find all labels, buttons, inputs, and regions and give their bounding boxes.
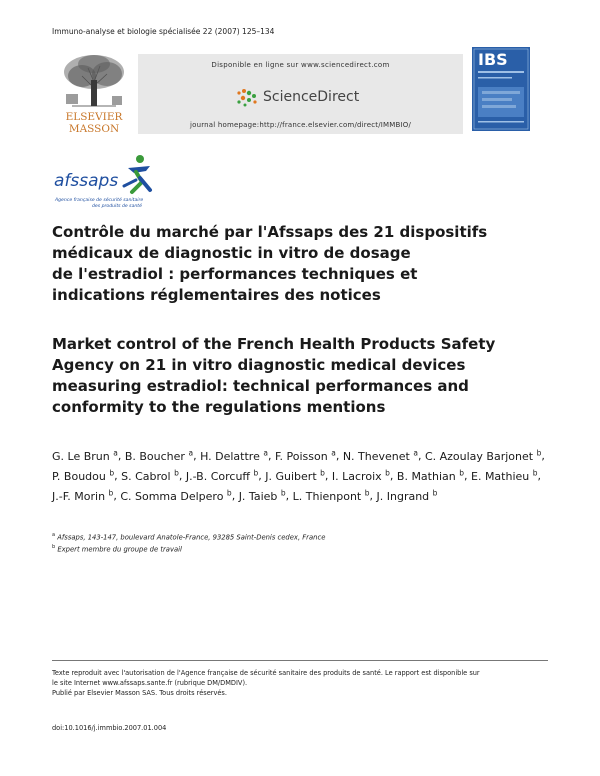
author: E. Mathieu $^b$	[471, 468, 538, 483]
author: G. Le Brun $^a$	[52, 448, 118, 463]
author: C. Somma Delpero $^b$	[120, 488, 232, 503]
title-fr-line: médicaux de diagnostic in vitro de dosage	[52, 244, 411, 262]
title-french	[52, 222, 552, 306]
author: L. Thienpont $^b$	[292, 488, 370, 503]
author: B. Boucher $^a$	[124, 448, 194, 463]
journal-homepage[interactable]: journal homepage:http://france.elsevier.com/direct/IMMBIO/	[189, 121, 412, 129]
author: S. Cabrol $^b$	[121, 468, 179, 483]
afssaps-logo	[52, 152, 162, 212]
journal-header	[52, 50, 548, 136]
footnote	[52, 669, 548, 698]
author: F. Poisson $^a$	[274, 448, 336, 463]
elsevier-wordmark: ELSEVIER	[65, 111, 123, 123]
doi[interactable]: doi:10.1016/j.immbio.2007.01.004	[52, 724, 167, 732]
author: H. Delattre $^a$	[200, 448, 268, 463]
author: J. Taieb $^b$	[238, 488, 286, 503]
sciencedirect-dots-icon	[235, 87, 261, 109]
title-en-line: conformity to the regulations mentions	[52, 398, 386, 416]
author: J. Guibert $^b$	[265, 468, 325, 483]
afssaps-tagline-1: Agence française de sécurité sanitaire	[55, 198, 144, 203]
journal-reference: Immuno-analyse et biologie spécialisée 22 (2007) 125–134	[52, 27, 275, 36]
available-online-text: Disponible en ligne sur www.sciencedirect.com	[211, 61, 390, 69]
title-fr-line: Contrôle du marché par l'Afssaps des 21 dispositifs	[52, 223, 488, 241]
footnote-line: le site Internet www.afssaps.sante.fr (rubrique DM/DMDIV).	[52, 678, 248, 687]
author: I. Lacroix $^b$	[331, 468, 390, 483]
afssaps-tagline-2: des produits de santé	[92, 204, 142, 209]
affiliation: $^b$ Expert membre du groupe de travail	[52, 544, 182, 554]
affiliation: $^a$ Afssaps, 143-147, boulevard Anatole-France, 93285 Saint-Denis cedex, France	[52, 532, 326, 542]
sciencedirect-label: ScienceDirect	[263, 89, 360, 105]
title-fr-line: indications réglementaires des notices	[52, 286, 381, 304]
title-en-line: Market control of the French Health Products Safety	[52, 335, 496, 353]
title-en-line: Agency on 21 in vitro diagnostic medical devices	[52, 356, 466, 374]
footnote-line: Publié par Elsevier Masson SAS. Tous droits réservés.	[52, 688, 227, 697]
author: N. Thevenet $^a$	[342, 448, 418, 463]
author: J.-B. Corcuff $^b$	[185, 468, 259, 483]
affiliations	[52, 530, 552, 555]
author: P. Boudou $^b$	[52, 468, 115, 483]
title-en-line: measuring estradiol: technical performances and	[52, 377, 469, 395]
author: B. Mathian $^b$	[396, 468, 464, 483]
author: J. Ingrand $^b$	[376, 488, 438, 503]
journal-cover	[472, 47, 530, 131]
elsevier-tree-icon	[52, 50, 136, 136]
footnote-line: Texte reproduit avec l'autorisation de l'Agence française de sécurité sanitaire des produits de santé. Le rapport est disponible sur	[52, 669, 480, 677]
availability-box	[138, 54, 463, 134]
ibs-cover-image	[472, 47, 530, 131]
afssaps-figure-icon	[124, 155, 150, 192]
elsevier-masson-logo	[52, 50, 136, 136]
footnote-divider	[52, 660, 548, 661]
afssaps-wordmark: afssaps	[54, 171, 119, 191]
author: J.-F. Morin $^b$	[52, 488, 114, 503]
title-fr-line: de l'estradiol : performances techniques et	[52, 265, 418, 283]
masson-wordmark: MASSON	[68, 123, 120, 135]
author: C. Azoulay Barjonet $^b$	[424, 448, 542, 463]
cover-title: IBS	[478, 50, 508, 69]
title-english	[52, 334, 552, 418]
author-list: G. Le Brun $^a$, B. Boucher $^a$, H. Delattre $^a$, F. Poisson $^a$, N. Thevenet $^a$, C. Azoulay Barjonet $^b$, P. Boudou $^b$, S. Cabrol $^b$, J.-B. Corcuff $^b$, J. Guibert $^b$, I. Lacroix $^b$, B. Mathian $^b$, E. Mathieu $^b$, J.-F. Morin $^b$, C. Somma Delpero $^b$, J. Taieb $^b$, L. Thienpont $^b$, J. Ingrand $^b$	[52, 448, 545, 503]
